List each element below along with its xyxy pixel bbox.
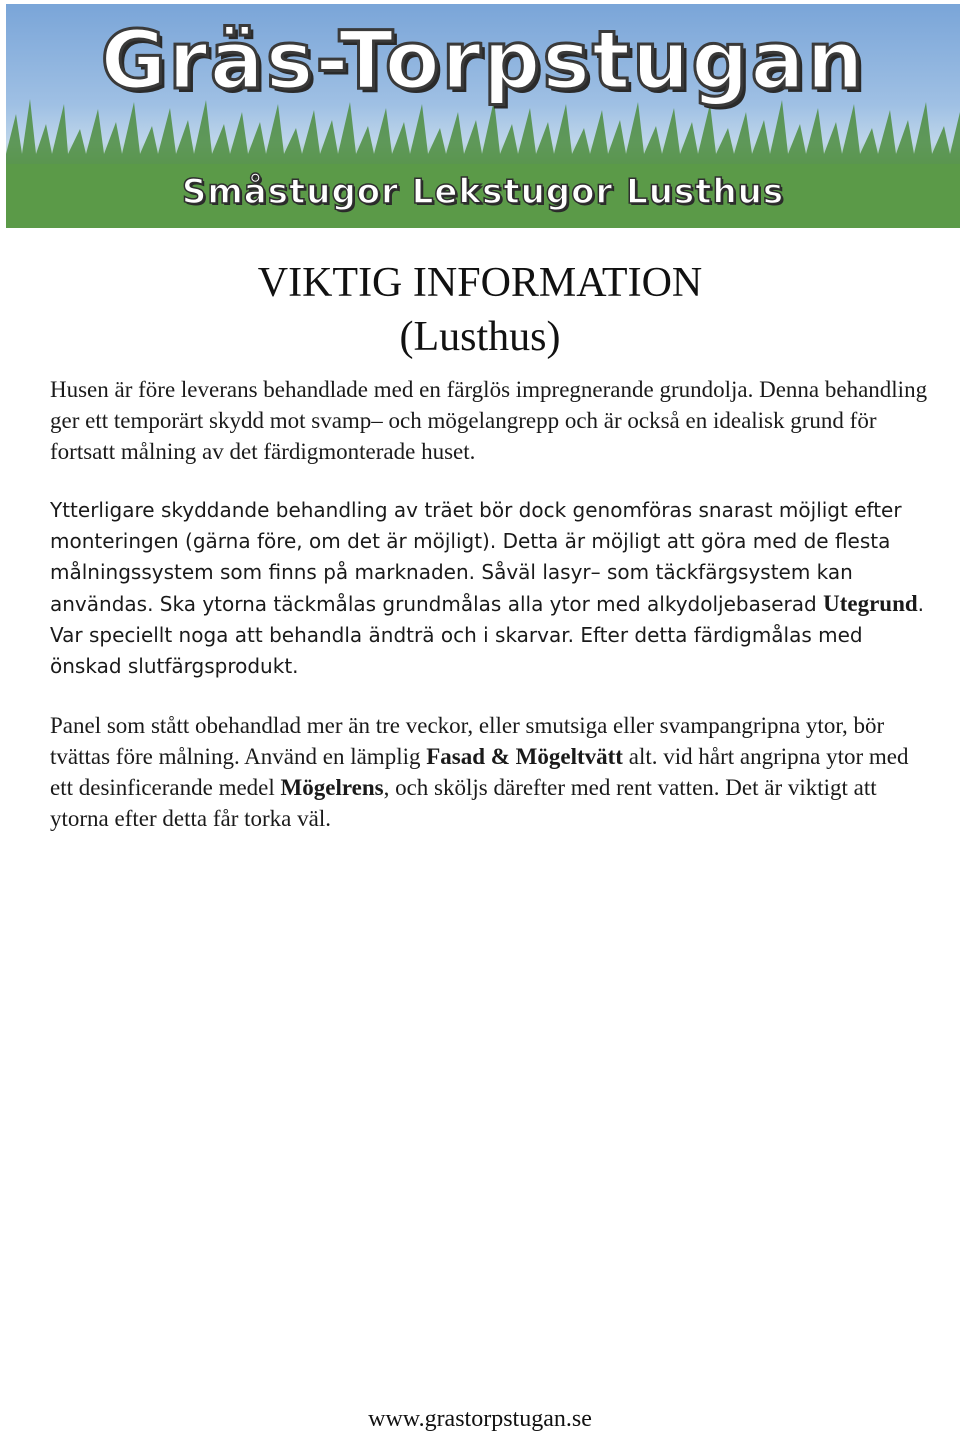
paragraph-text: , och sköljs därefter med rent vatten. Det är viktigt att ytorna efter detta får torka väl. [50,775,877,831]
paragraph-text: alt. vid hårt angripna ytor med ett desinficerande medel [50,744,909,800]
product-name-mogelrens: Mögelrens [280,775,384,800]
paragraph-further-treatment [50,495,930,682]
logo-banner [6,4,960,228]
page-title [0,256,960,364]
footer-website-link[interactable]: www.grastorpstugan.se [368,1406,592,1432]
brand-logo-text: Gräs-Torpstugan [100,14,866,107]
paragraph-text: . Var speciellt noga att behandla ändträ och i skarvar. Efter detta färdigmålas med önskad slutfärgsprodukt. [50,592,925,678]
product-name-fasad-mogeltvatt: Fasad & Mögeltvätt [426,744,623,769]
paragraph-text: Ytterligare skyddande behandling av träet bör dock genomföras snarast möjligt efter monteringen (gärna före, om det är möjligt). Detta är möjligt att göra med de flesta målningssystem som finns på marknaden. Såväl lasyr– som täckfärgsystem kan användas. Ska ytorna täckmålas grundmålas alla ytor med alkydoljebaserad [50,498,902,616]
brand-tagline: Småstugor Lekstugor Lusthus [181,172,785,212]
paragraph-cleaning [50,710,930,834]
product-name-utegrund: Utegrund [823,591,918,616]
paragraph-text: Panel som stått obehandlad mer än tre veckor, eller smutsiga eller svampangripna ytor, bör tvättas före målning. Använd en lämplig [50,713,885,769]
title-line-2: (Lusthus) [399,314,561,360]
paragraph-pretreatment: Husen är före leverans behandlade med en färglös impregnerande grundolja. Denna behandling ger ett temporärt skydd mot svamp– och mögelangrepp och är också en idealisk grund för fortsatt målning av det färdigmonterade huset. [50,377,928,464]
title-line-1: VIKTIG INFORMATION [257,260,703,306]
